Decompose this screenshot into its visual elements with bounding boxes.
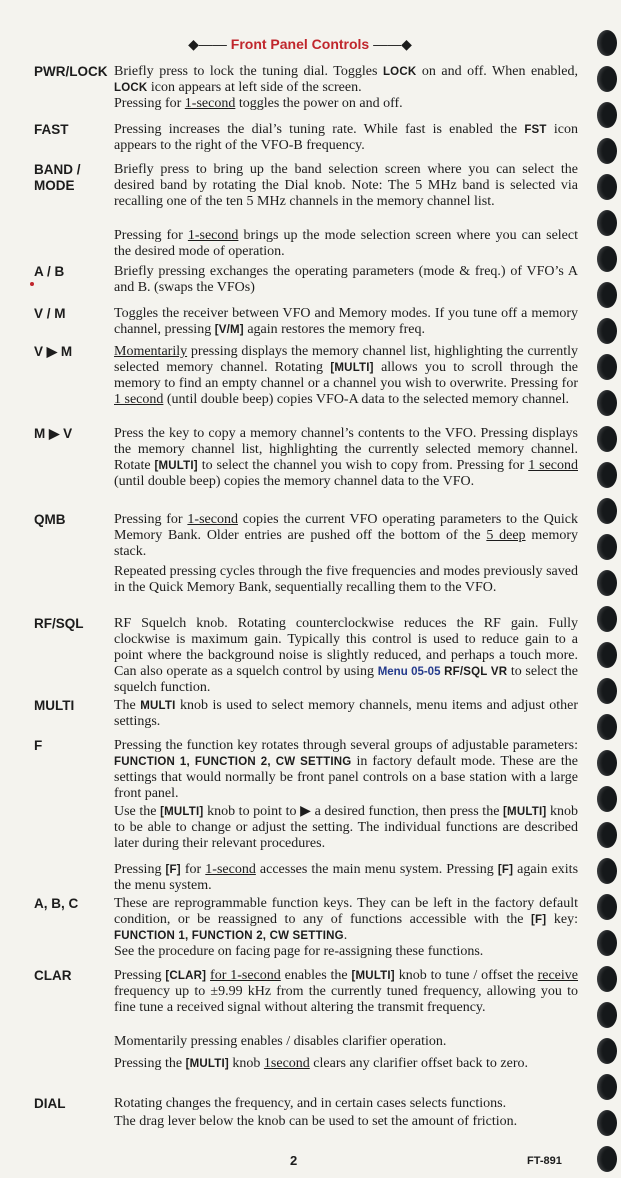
description-paragraph: Momentarily pressing enables / disables clarifier operation. [114, 1034, 447, 1049]
control-label: FAST [34, 122, 69, 137]
control-description [114, 64, 579, 111]
description-paragraph: Pressing [CLAR] for 1-second enables the [MULTI] knob to tune / offset the receive frequency up to ±9.99 kHz from the currently tuned frequency, allowing you to fine tune a received signal without altering the transmit frequency. [114, 968, 579, 1015]
description-paragraph: Momentarily pressing displays the memory channel list, highlighting the currently selected memory channel. Rotating [MULTI] allows you to scroll through the memory to find an empty channel or a channel you wish to overwrite. Pressing for 1 second (until double beep) copies VFO-A data to the selected memory channel. [114, 344, 578, 407]
page-title: ◆—— Front Panel Controls ——◆ [188, 36, 412, 52]
underlined-text: 1 second [114, 392, 164, 407]
binding-hole [597, 174, 617, 200]
description-paragraph: These are reprogrammable function keys. They can be left in the factory default condition, or be reassigned to any of functions accessible with the [F] key: FUNCTION 1, FUNCTION 2, CW SETTING. [114, 896, 578, 943]
key-name: [MULTI] [351, 970, 395, 982]
binding-hole [597, 246, 617, 272]
binding-hole [597, 1038, 617, 1064]
binding-hole [597, 462, 617, 488]
binding-hole [597, 570, 617, 596]
control-description [114, 264, 578, 302]
description-paragraph: Pressing for 1-second copies the current VFO operating parameters to the Quick Memory Bank. Older entries are pushed off the bottom of the 5 deep memory stack. [114, 512, 579, 559]
control-label: A, B, C [34, 896, 79, 911]
binding-hole [597, 1074, 617, 1100]
red-mark [30, 282, 34, 286]
key-name: [MULTI] [154, 460, 198, 472]
description-paragraph: Pressing the [MULTI] knob 1second clears any clarifier offset back to zero. [114, 1056, 528, 1071]
binding-hole [597, 66, 617, 92]
control-label: F [34, 738, 43, 753]
binding-hole [597, 390, 617, 416]
binding-hole [597, 318, 617, 344]
control-description [114, 1096, 578, 1129]
description-paragraph: RF Squelch knob. Rotating counterclockwise reduces the RF gain. Fully clockwise is maximum gain. Typically this control is used to reduce gain to a point where the background noise is slightly reduced, and perhaps a touch more. Can also operate as a squelch control by using Menu 05-05 RF/SQL VR to select the squelch function. [114, 616, 578, 695]
control-description [114, 426, 578, 496]
description-paragraph: Pressing the function key rotates through several groups of adjustable parameters: FUNCTION 1, FUNCTION 2, CW SETTING in factory default mode. These are the settings that would normally be front panel controls on a base station with a large front panel. [114, 738, 578, 801]
control-description [114, 306, 578, 344]
description-paragraph: See the procedure on facing page for re-assigning these functions. [114, 944, 484, 959]
description-paragraph: The drag lever below the knob can be used to set the amount of friction. [114, 1114, 518, 1129]
control-label: PWR/LOCK [34, 64, 108, 79]
description-paragraph: Pressing for 1-second brings up the mode selection screen where you can select the desired mode of operation. [114, 228, 578, 259]
binding-hole [597, 714, 617, 740]
binding-hole [597, 750, 617, 776]
control-label: DIAL [34, 1096, 66, 1111]
control-label: V / M [34, 306, 66, 321]
underlined-text: 1-second [187, 228, 239, 243]
binding-hole [597, 606, 617, 632]
control-description [114, 896, 578, 959]
binding-hole [597, 210, 617, 236]
control-label: M ▶ V [34, 426, 73, 441]
description-paragraph: Use the [MULTI] knob to point to ▶ a desired function, then press the [MULTI] knob to be able to change or adjust the setting. The individual functions are described later during their relevant procedures. [114, 804, 578, 851]
binding-hole [597, 822, 617, 848]
binding-hole [597, 30, 617, 56]
key-name: [MULTI] [330, 362, 374, 374]
key-name: LOCK [382, 66, 417, 78]
page-number: 2 [290, 1153, 298, 1168]
menu-reference: Menu 05-05 [377, 666, 441, 678]
underlined-text: for 1-second [210, 968, 281, 983]
binding-hole [597, 642, 617, 668]
description-paragraph: Rotating changes the frequency, and in certain cases selects functions. [114, 1096, 507, 1111]
binding-hole [597, 1146, 617, 1172]
key-name: [MULTI] [503, 806, 547, 818]
underlined-text: 1second [263, 1056, 310, 1071]
key-name: MULTI [140, 700, 176, 712]
control-label: V ▶ M [34, 344, 73, 359]
description-paragraph: Toggles the receiver between VFO and Memory modes. If you tune off a memory channel, pressing [V/M] again restores the memory freq. [114, 306, 578, 337]
underlined-text: 5 deep [486, 528, 526, 543]
binding-hole [597, 1002, 617, 1028]
underlined-text: receive [537, 968, 579, 983]
control-label: A / B [34, 264, 65, 279]
binding-hole [597, 894, 617, 920]
key-name: RF/SQL VR [444, 666, 508, 678]
control-description [114, 616, 578, 702]
spiral-binding [591, 0, 621, 1178]
binding-hole [597, 858, 617, 884]
control-label: QMB [34, 512, 66, 527]
binding-hole [597, 930, 617, 956]
description-paragraph: Press the key to copy a memory channel’s contents to the VFO. Pressing displays the memory channel list, highlighting the currently selected memory channel. Rotate [MULTI] to select the channel you wish to copy from. Pressing for 1 second (until double beep) copies the memory channel data to the VFO. [114, 426, 578, 489]
binding-hole [597, 282, 617, 308]
key-name: FUNCTION 1, FUNCTION 2, CW SETTING [114, 930, 344, 942]
control-description [114, 122, 578, 160]
description-paragraph: The MULTI knob is used to select memory channels, menu items and adjust other settings. [114, 698, 579, 729]
control-label: RF/SQL [34, 616, 84, 631]
control-label: BAND / MODE [34, 162, 81, 193]
binding-hole [597, 786, 617, 812]
binding-hole [597, 354, 617, 380]
control-label: MULTI [34, 698, 75, 713]
key-name: [CLAR] [165, 970, 207, 982]
control-description [114, 968, 579, 1071]
binding-hole [597, 102, 617, 128]
binding-hole [597, 498, 617, 524]
description-paragraph: Repeated pressing cycles through the five frequencies and modes previously saved in the Quick Memory Bank, sequentially recalling them to the VFO. [114, 564, 578, 595]
description-paragraph: Briefly pressing exchanges the operating parameters (mode & freq.) of VFO’s A and B. (swaps the VFOs) [114, 264, 578, 295]
model-label: FT-891 [527, 1155, 562, 1167]
control-description [114, 344, 578, 414]
underlined-text: 1-second [187, 512, 238, 527]
description-paragraph: Pressing [F] for 1-second accesses the main menu system. Pressing [F] again exits the menu system. [114, 862, 579, 893]
control-description [114, 738, 579, 893]
description-paragraph: Briefly press to bring up the band selection screen where you can select the desired band by rotating the Dial knob. Note: The 5 MHz band is selected via recalling one of the ten 5 MHz channels in the memory channel list. [114, 162, 578, 209]
binding-hole [597, 966, 617, 992]
key-name: FST [524, 124, 547, 136]
description-paragraph: Pressing for 1-second toggles the power on and off. [114, 96, 403, 111]
page-title-text: Front Panel Controls [230, 36, 370, 52]
binding-hole [597, 1110, 617, 1136]
description-paragraph: Briefly press to lock the tuning dial. Toggles LOCK on and off. When enabled, LOCK icon appears at left side of the screen. [114, 64, 579, 95]
control-description [114, 512, 579, 595]
key-name: [F] [497, 864, 514, 876]
binding-hole [597, 426, 617, 452]
binding-hole [597, 138, 617, 164]
key-name: [V/M] [214, 324, 244, 336]
key-name: FUNCTION 1, FUNCTION 2, CW SETTING [114, 756, 352, 768]
control-description [114, 162, 578, 259]
key-name: [MULTI] [185, 1058, 229, 1070]
key-name: LOCK [114, 82, 148, 94]
underlined-text: 1-second [184, 96, 236, 111]
key-name: [F] [165, 864, 181, 876]
underlined-text: Momentarily [114, 344, 188, 359]
control-label: CLAR [34, 968, 72, 983]
underlined-text: 1-second [205, 862, 256, 877]
key-name: [F] [531, 914, 547, 926]
binding-hole [597, 534, 617, 560]
binding-hole [597, 678, 617, 704]
underlined-text: 1 second [528, 458, 578, 473]
key-name: [MULTI] [160, 806, 204, 818]
description-paragraph: Pressing increases the dial’s tuning rate. While fast is enabled the FST icon appears to the right of the VFO-B frequency. [114, 122, 578, 153]
control-description [114, 698, 578, 736]
